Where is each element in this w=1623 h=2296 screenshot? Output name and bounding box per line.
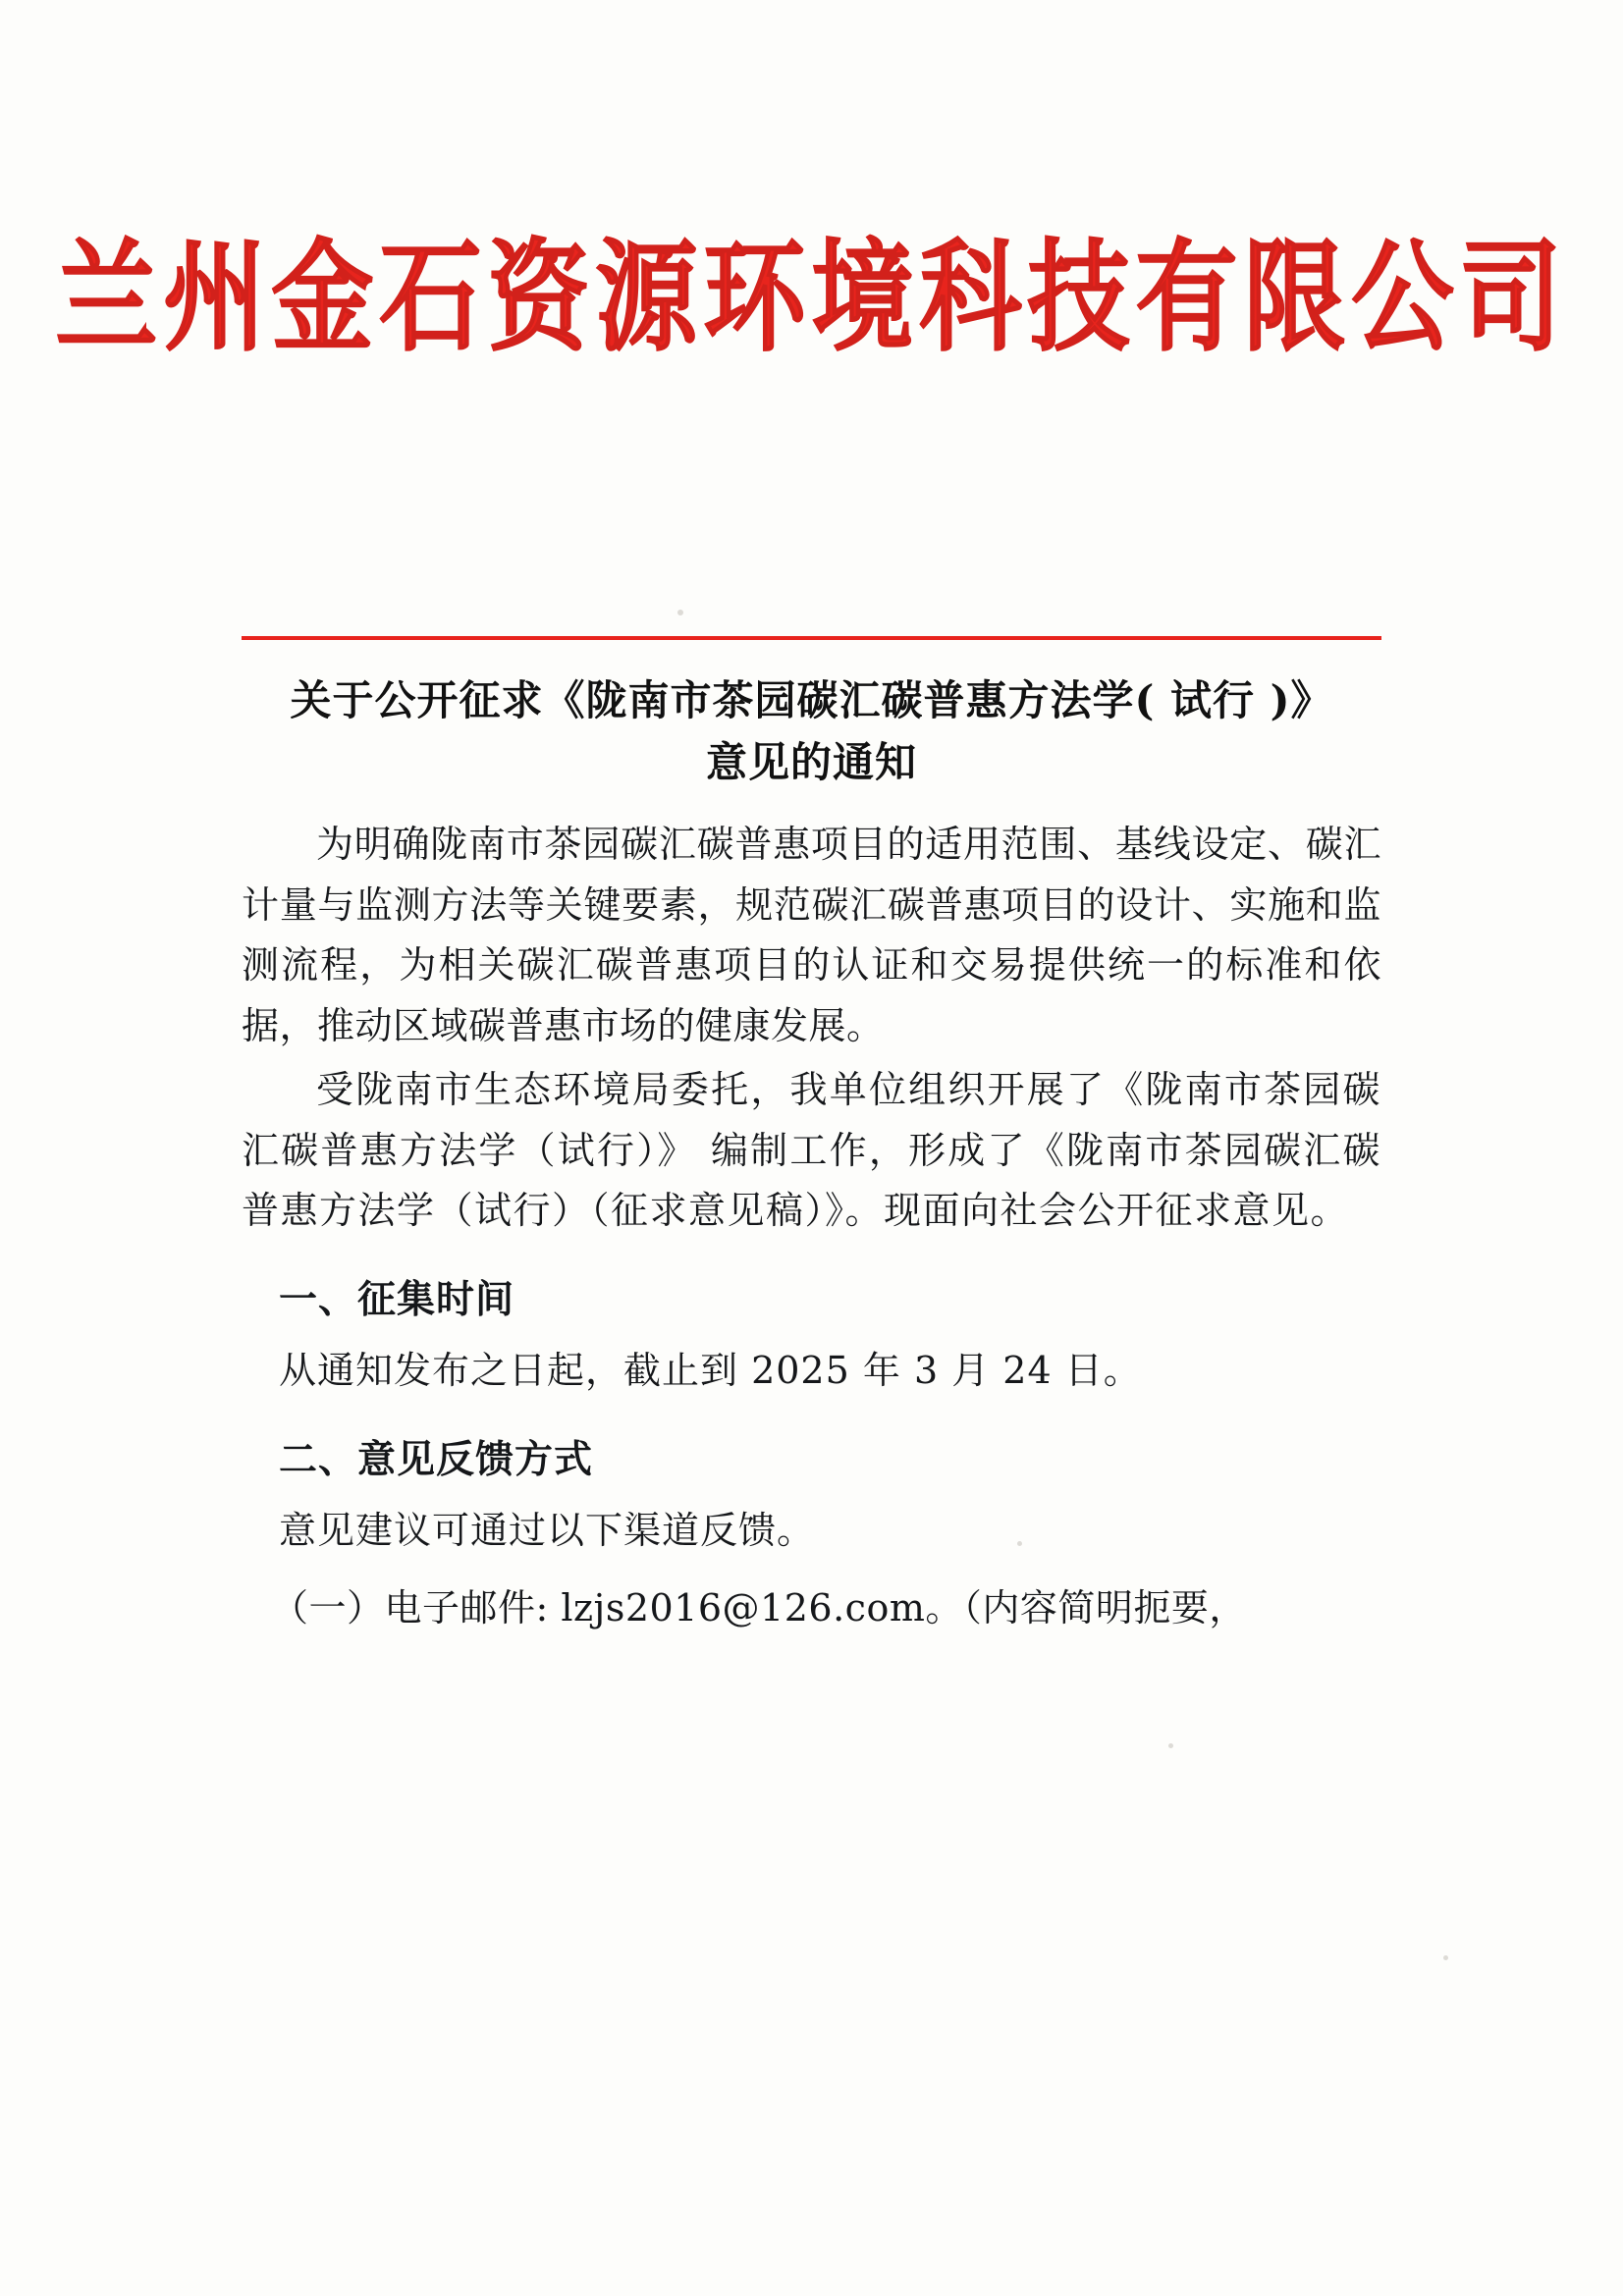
company-name: 兰州金石资源环境科技有限公司 (55, 225, 1568, 368)
section-heading: 一、征集时间 (279, 1276, 515, 1322)
paragraph: 受陇南市生态环境局委托，我单位组织开展了《陇南市茶园碳汇碳普惠方法学（试行）》 编制工作，形成了《陇南市茶园碳汇碳普惠方法学（试行）（征求意见稿）》。现面向社会公开征求意见。 (242, 1068, 1381, 1233)
scan-speck (1443, 1955, 1448, 1960)
document-body (242, 815, 1381, 1639)
section-heading: 二、意见反馈方式 (279, 1436, 594, 1482)
scan-speck (677, 610, 683, 615)
letterhead (0, 225, 1623, 368)
scan-speck (1017, 1541, 1022, 1546)
scan-speck (1168, 1743, 1173, 1748)
page-title-line1: 关于公开征求《陇南市茶园碳汇碳普惠方法学( 试行 )》 (290, 676, 1333, 724)
letterhead-divider (242, 636, 1381, 640)
paragraph: 为明确陇南市茶园碳汇碳普惠项目的适用范围、基线设定、碳汇计量与监测方法等关键要素，规范碳汇碳普惠项目的设计、实施和监测流程，为相关碳汇碳普惠项目的认证和交易提供统一的标准和依据，推动区域碳普惠市场的健康发展。 (242, 823, 1381, 1047)
page-title (242, 669, 1381, 793)
section-body: 意见建议可通过以下渠道反馈。 (279, 1508, 816, 1552)
section-body: 从通知发布之日起，截止到 2025 年 3 月 24 日。 (279, 1349, 1142, 1392)
list-item: （一）电子邮件: lzjs2016@126.com。（内容简明扼要， (271, 1586, 1247, 1630)
page-title-line2: 意见的通知 (705, 738, 917, 786)
